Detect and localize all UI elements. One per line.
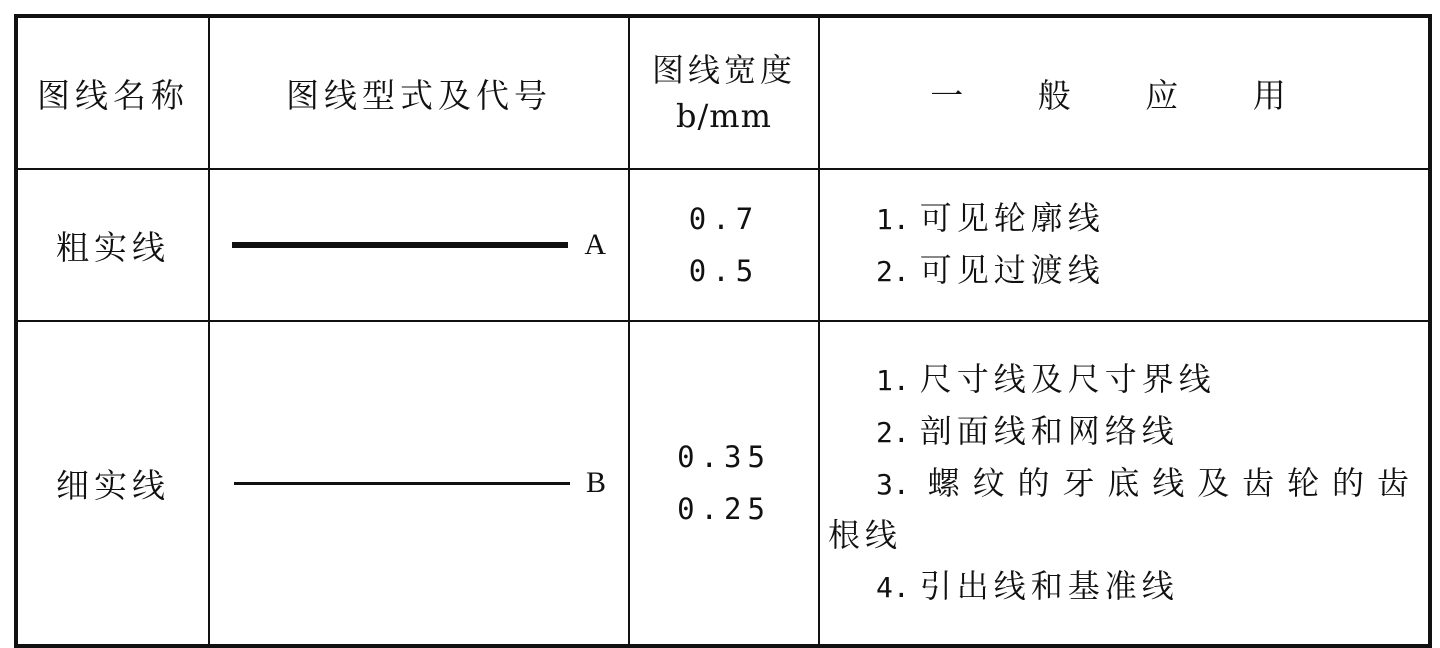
usage-item [842,561,1414,613]
row-line-widths [629,321,819,646]
usage-number: 1. [876,363,910,397]
row-line-widths [629,169,819,321]
thin-solid-line-sample [234,482,570,485]
header-line-name: 图线名称 [16,16,209,169]
row-line-name: 细实线 [16,321,209,646]
usage-number: 1. [876,203,910,236]
usage-item [842,245,1414,297]
header-line-width-title: 图线宽度 [651,51,796,89]
header-line-width-unit: b/mm [676,97,772,135]
usage-text: 螺纹的牙底线及齿轮的齿 [919,463,1414,502]
line-width-value: 0.25 [677,492,771,526]
line-code-label: B [585,466,606,499]
row-line-name: 粗实线 [16,169,209,321]
line-width-value: 0.7 [688,202,760,236]
usage-text: 可见轮廓线 [919,199,1105,237]
usage-number: 3. [876,467,910,501]
usage-number: 4. [876,570,910,604]
row-usage-list [819,169,1430,321]
table-row [16,321,1430,646]
line-code-label: A [584,228,606,261]
usage-item [842,458,1414,510]
thick-solid-line-sample [232,242,568,248]
usage-item [842,193,1414,245]
usage-item [842,354,1414,406]
header-line-width [629,16,819,169]
usage-text: 可见过渡线 [919,251,1105,289]
line-types-table [14,14,1432,648]
row-line-sample-cell [209,169,629,321]
table-header-row [16,16,1430,169]
usage-text: 剖面线和网络线 [919,411,1179,450]
usage-item-continuation: 根线 [828,515,903,554]
row-usage-list [819,321,1430,646]
usage-number: 2. [876,255,910,288]
usage-item [842,406,1414,458]
row-line-sample-cell [209,321,629,646]
header-line-type: 图线型式及代号 [209,16,629,169]
usage-text: 引出线和基准线 [919,566,1179,605]
usage-number: 2. [876,415,910,449]
table-row [16,169,1430,321]
header-usage: 一 般 应 用 [819,16,1430,169]
line-width-value: 0.35 [677,440,771,474]
usage-text: 尺寸线及尺寸界线 [919,359,1216,398]
line-width-value: 0.5 [688,254,760,288]
